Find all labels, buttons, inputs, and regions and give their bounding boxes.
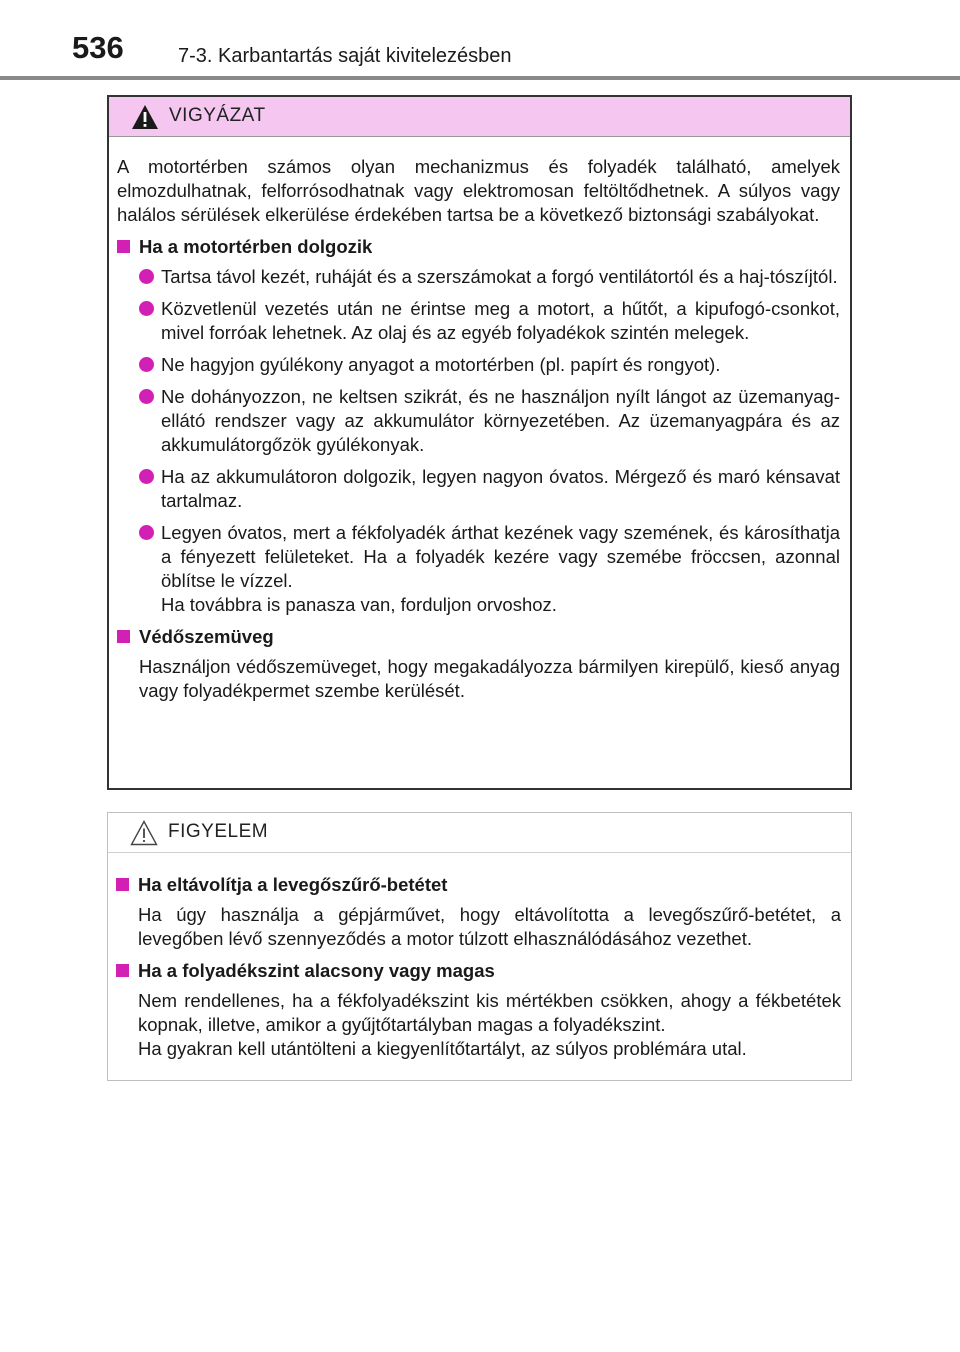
list-item-text: Ne dohányozzon, ne keltsen szikrát, és ne használjon nyílt lángot az üzemanyag-ellátó rendszer vagy az akkumulátor környezetében. Az üzemanyagpára és az akkumulátorgőzök gyúlékonyak. (161, 386, 840, 455)
page-number: 536 (72, 30, 124, 65)
paragraph-text-2: Ha gyakran kell utántölteni a kiegyenlítőtartályt, az súlyos problémára utal. (138, 1038, 747, 1059)
heading-text: Ha a folyadékszint alacsony vagy magas (138, 960, 495, 981)
caution-triangle-icon (130, 820, 158, 846)
heading-square-icon (116, 964, 129, 977)
heading-text: Ha a motortérben dolgozik (139, 236, 373, 257)
warning-body (109, 137, 850, 703)
list-item-extra-text: Ha továbbra is panasza van, forduljon orvoshoz. (161, 594, 557, 615)
section-paragraph: Használjon védőszemüveget, hogy megakadályozza bármilyen kirepülő, kieső anyag vagy folyadékpermet szembe kerülését. (139, 656, 840, 701)
warning-box (107, 95, 852, 790)
section-heading (117, 625, 840, 649)
section-heading (116, 873, 841, 897)
list-item (139, 353, 840, 377)
bullet-dot-icon (139, 525, 154, 540)
bullet-dot-icon (139, 469, 154, 484)
header-divider (0, 76, 960, 80)
heading-square-icon (117, 630, 130, 643)
caution-title: FIGYELEM (168, 821, 269, 842)
warning-box-header (109, 97, 850, 137)
section-paragraph (138, 989, 841, 1061)
list-item-text: Ha az akkumulátoron dolgozik, legyen nagyon óvatos. Mérgező és maró kénsavat tartalmaz. (161, 466, 840, 511)
list-item-text: Ne hagyjon gyúlékony anyagot a motortérben (pl. papírt és rongyot). (161, 354, 721, 375)
caution-box-header (108, 813, 851, 853)
section-title: 7-3. Karbantartás saját kivitelezésben (178, 45, 512, 67)
heading-text: Ha eltávolítja a levegőszűrő-betétet (138, 874, 448, 895)
list-item (139, 385, 840, 457)
bullet-dot-icon (139, 357, 154, 372)
caution-body (108, 853, 851, 1061)
list-item-text: Közvetlenül vezetés után ne érintse meg a motort, a hűtőt, a kipufogó-csonkot, mivel forróak lehetnek. Az olaj és az egyéb folyadékok szintén melegek. (161, 298, 840, 343)
warning-title: VIGYÁZAT (169, 105, 266, 126)
bullet-dot-icon (139, 269, 154, 284)
list-item-text: Tartsa távol kezét, ruháját és a szerszámokat a forgó ventilátortól és a haj-tószíjtól. (161, 266, 838, 287)
heading-text: Védőszemüveg (139, 626, 274, 647)
warning-intro: A motortérben számos olyan mechanizmus és folyadék található, amelyek elmozdulhatnak, felforrósodhatnak vagy elektromosan feltöltődhetnek. A súlyos vagy halálos sérülések elkerülése érdekében tartsa be a következő biztonsági szabályokat. (117, 156, 840, 225)
caution-box (107, 812, 852, 1081)
bullet-dot-icon (139, 301, 154, 316)
heading-square-icon (117, 240, 130, 253)
paragraph-text: Nem rendellenes, ha a fékfolyadékszint kis mértékben csökken, ahogy a fékbetétek kopnak, illetve, amikor a gyűjtőtartályban magas a folyadékszint. (138, 990, 841, 1035)
list-item-text: Legyen óvatos, mert a fékfolyadék árthat kezének vagy szemének, és károsíthatja a fényezett felületeket. Ha a folyadék kezére vagy szemébe fröccsen, azonnal öblítse le vízzel. (161, 522, 840, 591)
list-item (139, 297, 840, 345)
page-header (0, 0, 960, 80)
heading-square-icon (116, 878, 129, 891)
section-heading (116, 959, 841, 983)
list-item (139, 521, 840, 617)
section-paragraph: Ha úgy használja a gépjárművet, hogy eltávolította a levegőszűrő-betétet, a levegőben lévő szennyeződés a motor túlzott elhasználódásához vezethet. (138, 904, 841, 949)
section-heading (117, 235, 840, 259)
list-item (139, 465, 840, 513)
bullet-dot-icon (139, 389, 154, 404)
list-item (139, 265, 840, 289)
warning-triangle-icon (131, 104, 159, 130)
